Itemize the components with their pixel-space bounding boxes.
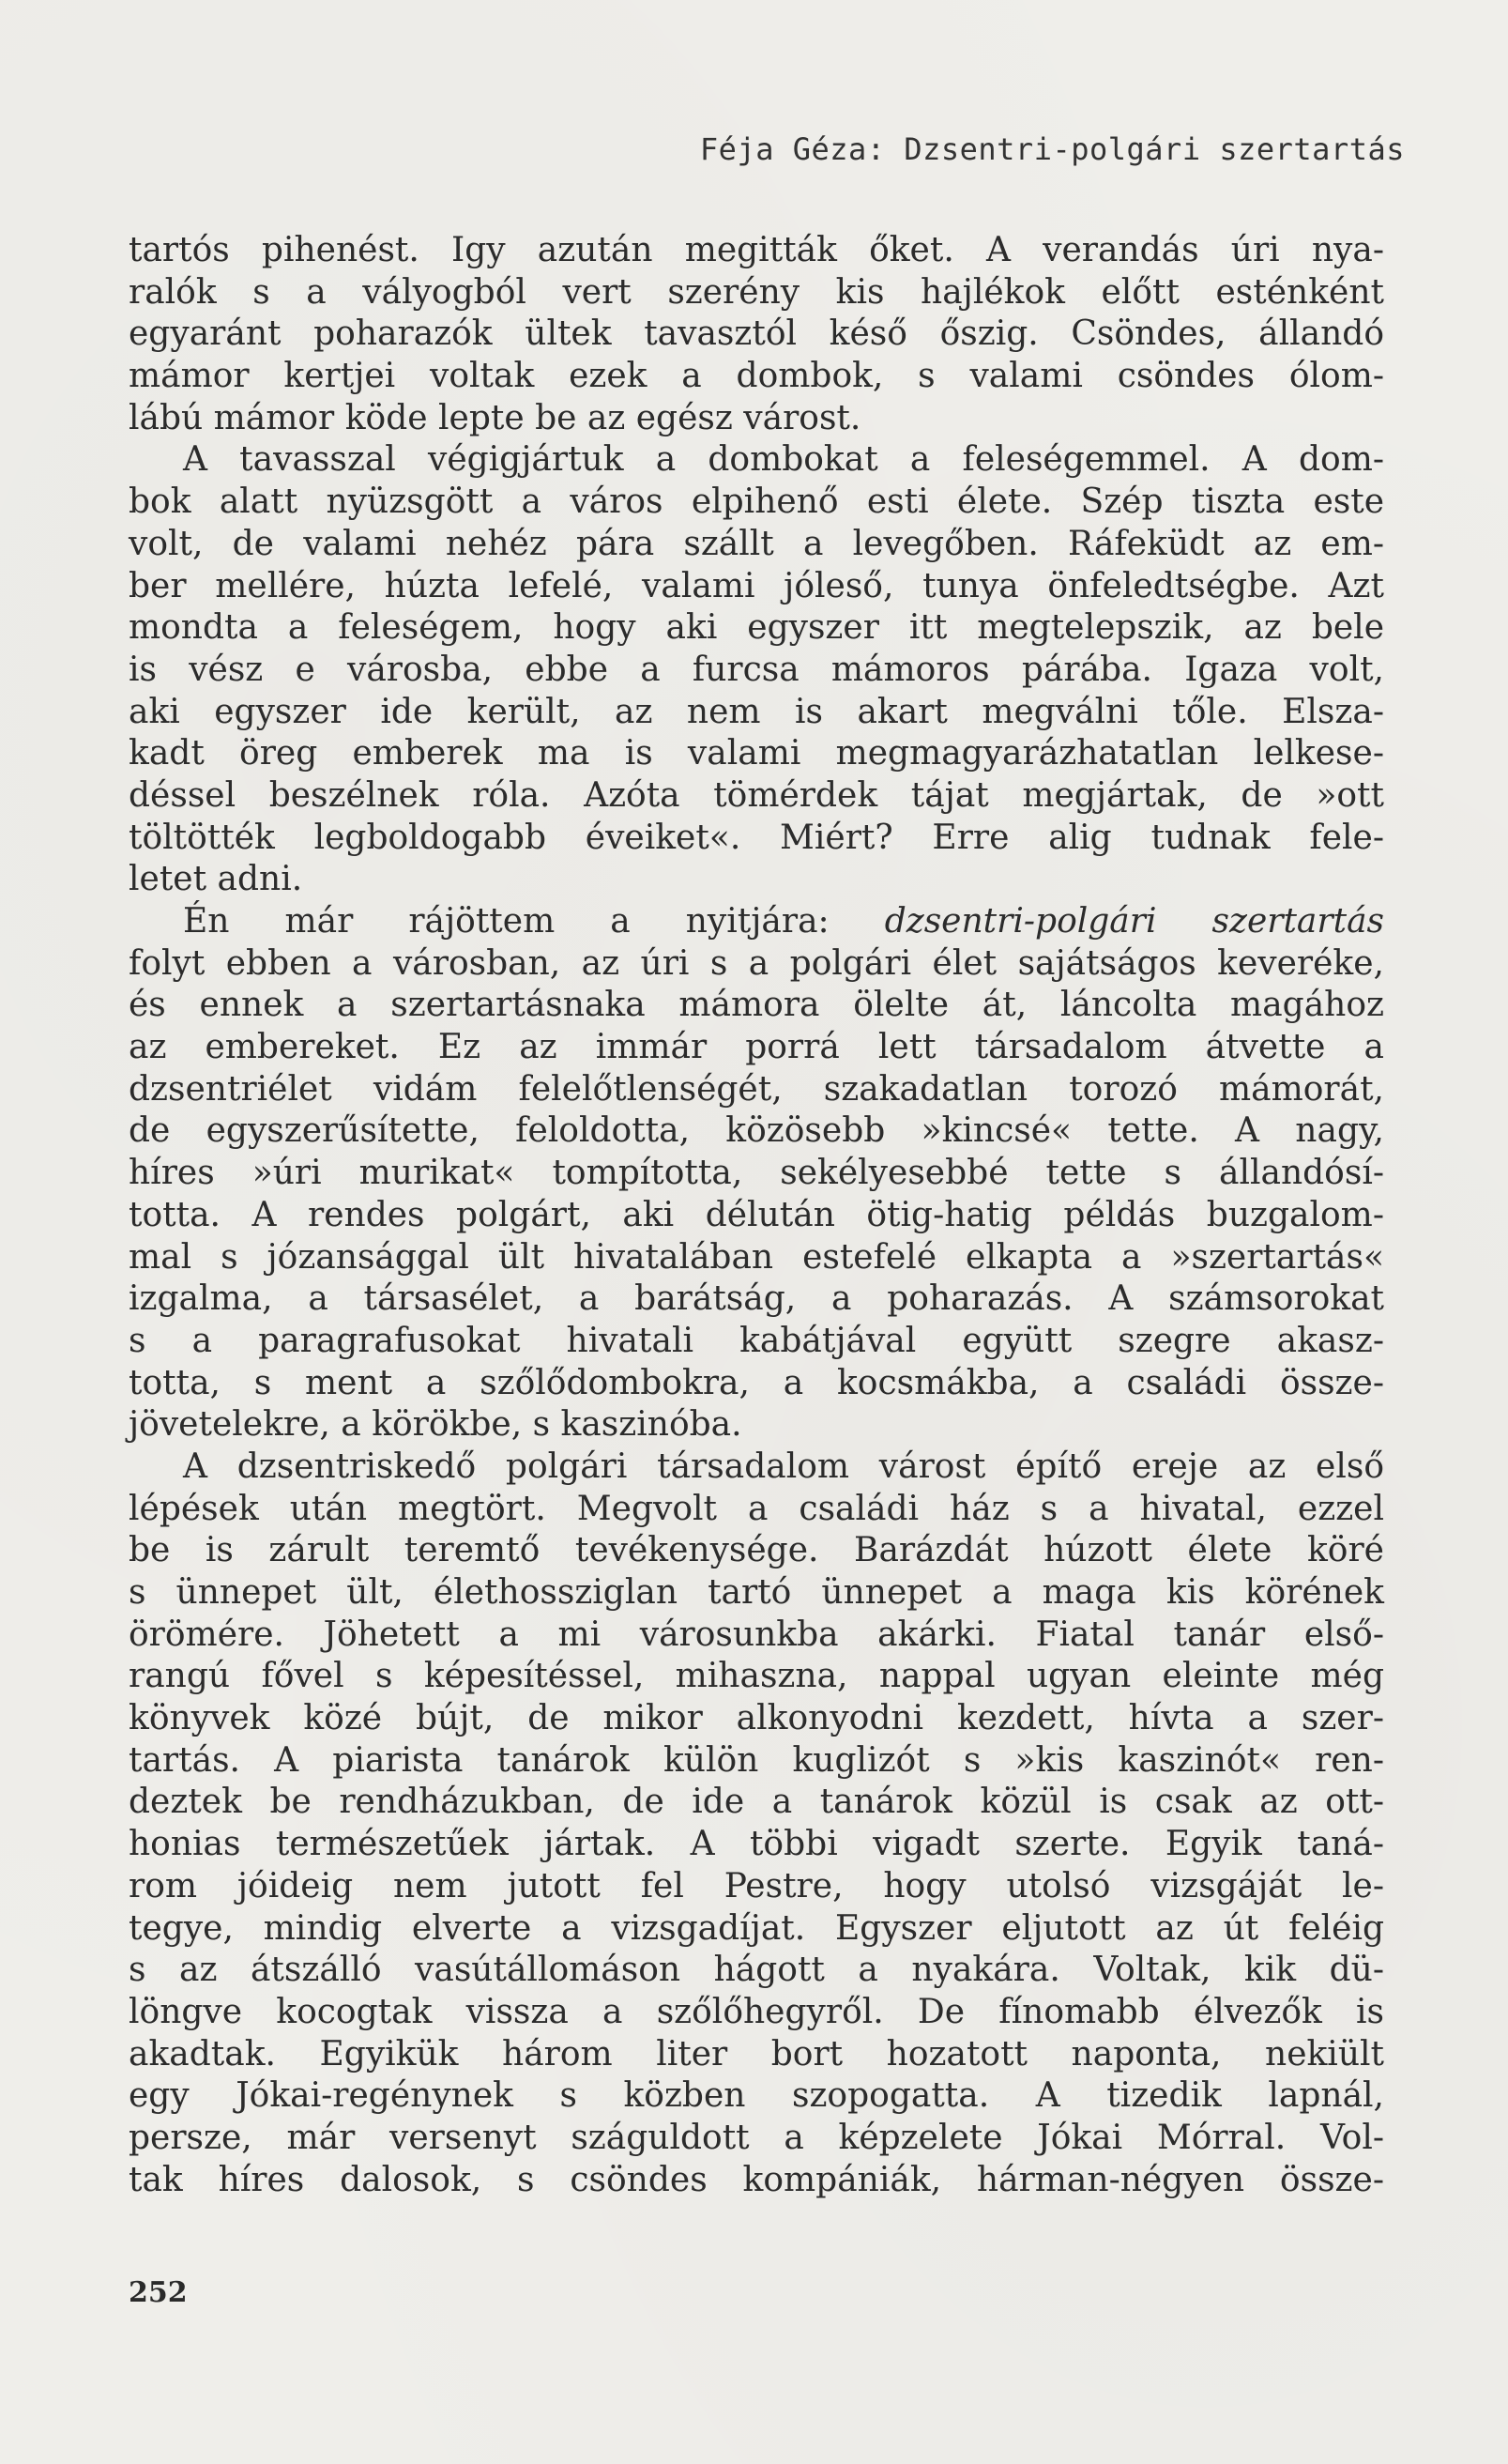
text-line: és ennek a szertartásnaka mámora ölelte át, láncolta magához [129, 986, 1384, 1025]
text-line: letet adni. [129, 860, 303, 899]
text-line: A dzsentriskedő polgári társadalom várost építő ereje az első [183, 1446, 1384, 1486]
text-line: töltötték legboldogabb éveiket«. Miért? Erre alig tudnak fele- [129, 818, 1384, 857]
text-line-italic-phrase [129, 901, 1384, 943]
text-line: tartás. A piarista tanárok külön kuglizót s »kis kaszinót« ren- [129, 1740, 1384, 1780]
text-line: mal s józansággal ült hivatalában estefelé elkapta a »szertartás« [129, 1237, 1384, 1277]
running-head-title: Féja Géza: Dzsentri-polgári szertartás [699, 131, 1405, 167]
text-line: s az átszálló vasútállomáson hágott a nyakára. Voltak, kik dü- [129, 1951, 1384, 1990]
text-line: löngve kocogtak vissza a szőlőhegyről. De fínomabb élvezők is [129, 1992, 1384, 2031]
text-line: egyaránt poharazók ültek tavasztól késő őszig. Csöndes, állandó [129, 314, 1384, 354]
text-span: Én már rájöttem a nyitjára: [183, 902, 885, 941]
text-line: honias természetűek jártak. A többi vigadt szerte. Egyik taná- [129, 1825, 1384, 1864]
text-line: s a paragrafusokat hivatali kabátjával együtt szegre akasz- [129, 1321, 1384, 1360]
text-line: bok alatt nyüzsgött a város elpihenő esti élete. Szép tiszta este [129, 482, 1384, 522]
page-number: 252 [129, 2276, 188, 2309]
text-line: mondta a feleségem, hogy aki egyszer itt megtelepszik, az bele [129, 608, 1384, 648]
text-line [129, 2201, 1384, 2243]
text-line: az embereket. Ez az immár porrá lett társadalom átvette a [129, 1028, 1384, 1067]
text-line: híres »úri murikat« tompította, sekélyesebbé tette s állandósí- [129, 1154, 1384, 1193]
text-line: is vész e városba, ebbe a furcsa mámoros párába. Igaza volt, [129, 650, 1384, 689]
text-line: izgalma, a társasélet, a barátság, a poharazás. A számsorokat [129, 1279, 1384, 1319]
text-line: totta, s ment a szőlődombokra, a kocsmákba, a családi össze- [129, 1363, 1384, 1402]
text-line: jövetelekre, a körökbe, s kaszinóba. [129, 1405, 742, 1445]
body-text [129, 230, 1384, 2243]
text-line: tegye, mindig elverte a vizsgadíjat. Egyszer eljutott az út feléig [129, 1908, 1384, 1948]
text-line: kadt öreg emberek ma is valami megmagyarázhatatlan lelkese- [129, 734, 1384, 773]
text-line: ralók s a vályogból vert szerény kis hajlékok előtt esténként [129, 272, 1384, 312]
text-line: aki egyszer ide került, az nem is akart megválni tőle. Elsza- [129, 692, 1384, 731]
text-line: lépések után megtört. Megvolt a családi ház s a hivatal, ezzel [129, 1489, 1384, 1528]
text-line: örömére. Jöhetett a mi városunkba akárki. Fiatal tanár első- [129, 1615, 1384, 1654]
text-line: A tavasszal végigjártuk a dombokat a feleségemmel. A dom- [183, 440, 1384, 480]
text-line: dzsentriélet vidám felelőtlenségét, szakadatlan torozó mámorát, [129, 1069, 1384, 1109]
text-line: volt, de valami nehéz pára szállt a levegőben. Ráfeküdt az em- [129, 524, 1384, 563]
text-line: tartós pihenést. Igy azután megitták őket. A verandás úri nya- [129, 231, 1384, 269]
text-line: be is zárult teremtő tevékenysége. Barázdát húzott élete köré [129, 1531, 1384, 1570]
text-line: mámor kertjei voltak ezek a dombok, s valami csöndes ólom- [129, 357, 1384, 396]
text-line: egy Jókai-regénynek s közben szopogatta. A tizedik lapnál, [129, 2076, 1384, 2116]
text-line: rangú fővel s képesítéssel, mihaszna, nappal ugyan eleinte még [129, 1657, 1384, 1696]
text-line: tak híres dalosok, s csöndes kompániák, hárman-négyen össze- [129, 2160, 1384, 2199]
text-line: lábú mámor köde lepte be az egész várost. [129, 398, 861, 437]
text-line: s ünnepet ült, élethossziglan tartó ünnepet a maga kis körének [129, 1573, 1384, 1612]
text-line: déssel beszélnek róla. Azóta tömérdek tájat megjártak, de »ott [129, 775, 1384, 815]
text-line: persze, már versenyt száguldott a képzelete Jókai Mórral. Vol- [129, 2118, 1384, 2157]
text-line: könyvek közé bújt, de mikor alkonyodni kezdett, hívta a szer- [129, 1699, 1384, 1738]
text-line: folyt ebben a városban, az úri s a polgári élet sajátságos keveréke, [129, 943, 1384, 983]
text-line: deztek be rendházukban, de ide a tanárok közül is csak az ott- [129, 1783, 1384, 1822]
text-line: akadtak. Egyikük három liter bort hozatott naponta, nekiült [129, 2034, 1384, 2074]
text-line: rom jóideig nem jutott fel Pestre, hogy utolsó vizsgáját le- [129, 1866, 1384, 1905]
text-line: totta. A rendes polgárt, aki délután ötig-hatig példás buzgalom- [129, 1195, 1384, 1234]
text-line: de egyszerűsítette, feloldotta, közösebb »kincsé« tette. A nagy, [129, 1111, 1384, 1151]
text-line: ber mellére, húzta lefelé, valami jóleső, tunya önfeledtségbe. Azt [129, 566, 1384, 605]
italic-phrase: dzsentri-polgári szertartás [884, 902, 1385, 941]
